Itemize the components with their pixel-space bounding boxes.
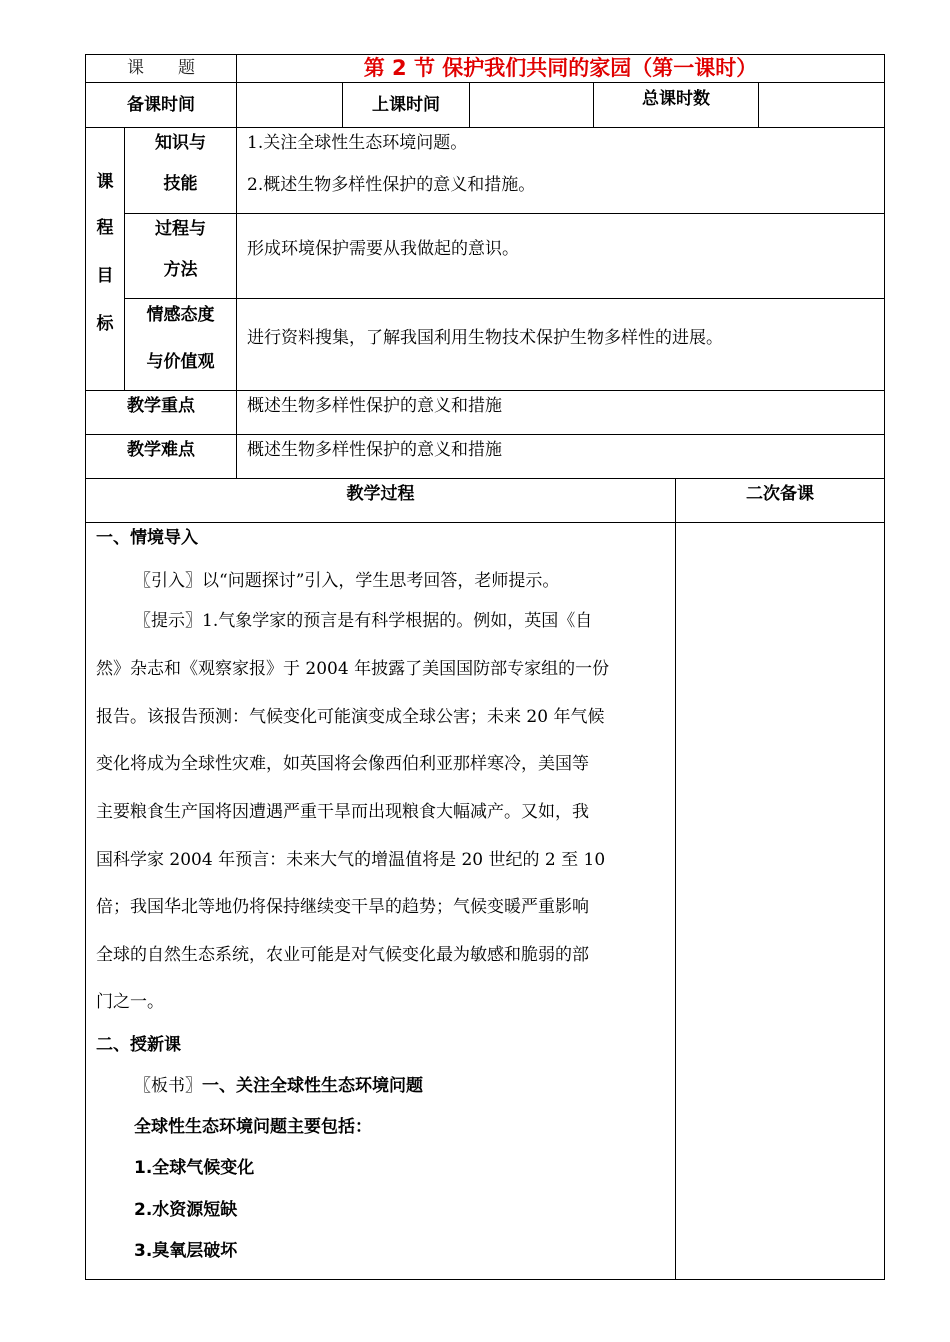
- difficulty-label: 教学难点: [127, 440, 195, 460]
- goals-char-1: 课: [96, 172, 114, 192]
- process-label-1: 过程与: [155, 219, 206, 239]
- hint-line: 报告。该报告预测：气候变化可能演变成全球公害；未来 20 年气候: [96, 707, 605, 727]
- issue-item: 1.全球气候变化: [134, 1158, 255, 1178]
- section2-title: 二、授新课: [96, 1035, 181, 1055]
- section1-title: 一、情境导入: [96, 528, 198, 548]
- issue-item: 2.水资源短缺: [134, 1200, 238, 1220]
- process-label-2: 方法: [163, 260, 198, 280]
- hint-line: 主要粮食生产国将因遭遇严重干旱而出现粮食大幅减产。又如，我: [96, 802, 589, 822]
- attitude-label-2: 与价值观: [146, 352, 215, 372]
- attitude-label-1: 情感态度: [146, 305, 215, 325]
- process-header-right: 二次备课: [746, 484, 814, 504]
- hint-line: 门之一。: [96, 992, 164, 1012]
- prep-time-value[interactable]: [237, 83, 342, 127]
- hint-line: 变化将成为全球性灾难，如英国将会像西伯利亚那样寒冷，美国等: [96, 754, 589, 774]
- hint-line: 倍；我国华北等地仍将保持继续变干旱的趋势；气候变暖严重影响: [96, 897, 589, 917]
- process-text: 形成环境保护需要从我做起的意识。: [247, 239, 519, 259]
- hint-line: 全球的自然生态系统，农业可能是对气候变化最为敏感和脆弱的部: [96, 945, 589, 965]
- hint-line: 〖提示〗1.气象学家的预言是有科学根据的。例如，英国《自: [134, 611, 593, 631]
- topic-label: 课 题: [127, 58, 195, 78]
- total-hours-label: 总课时数: [642, 89, 710, 109]
- goals-char-4: 标: [96, 314, 114, 334]
- attitude-text: 进行资料搜集，了解我国利用生物技术保护生物多样性的进展。: [247, 328, 723, 348]
- board-line: [134, 1076, 423, 1096]
- process-header-left: 教学过程: [346, 484, 415, 504]
- knowledge-item-2: 2.概述生物多样性保护的意义和措施。: [247, 175, 536, 195]
- class-time-label: 上课时间: [372, 95, 440, 115]
- issue-item: 3.臭氧层破坏: [134, 1241, 238, 1261]
- intro-line: 〖引入〗以“问题探讨”引入，学生思考回答，老师提示。: [134, 571, 560, 591]
- board-prefix: 〖板书〗: [134, 1076, 202, 1096]
- goals-char-3: 目: [96, 266, 114, 286]
- knowledge-label-2: 技能: [163, 174, 198, 194]
- class-time-value[interactable]: [470, 83, 593, 127]
- knowledge-label-1: 知识与: [155, 133, 206, 153]
- difficulty-text: 概述生物多样性保护的意义和措施: [247, 440, 502, 460]
- prep-time-label: 备课时间: [127, 95, 195, 115]
- board-title: 一、关注全球性生态环境问题: [202, 1076, 423, 1096]
- hint-line: 国科学家 2004 年预言：未来大气的增温值将是 20 世纪的 2 至 10: [96, 850, 606, 870]
- secondary-prep-area[interactable]: [676, 523, 884, 1279]
- lesson-title: 第 2 节 保护我们共同的家园（第一课时）: [363, 56, 758, 80]
- knowledge-item-1: 1.关注全球性生态环境问题。: [247, 133, 468, 153]
- total-hours-value[interactable]: [759, 83, 884, 127]
- key-point-text: 概述生物多样性保护的意义和措施: [247, 396, 502, 416]
- issues-intro: 全球性生态环境问题主要包括：: [134, 1117, 372, 1137]
- goals-char-2: 程: [96, 218, 114, 238]
- hint-line: 然》杂志和《观察家报》于 2004 年披露了美国国防部专家组的一份: [96, 659, 610, 679]
- key-point-label: 教学重点: [127, 396, 195, 416]
